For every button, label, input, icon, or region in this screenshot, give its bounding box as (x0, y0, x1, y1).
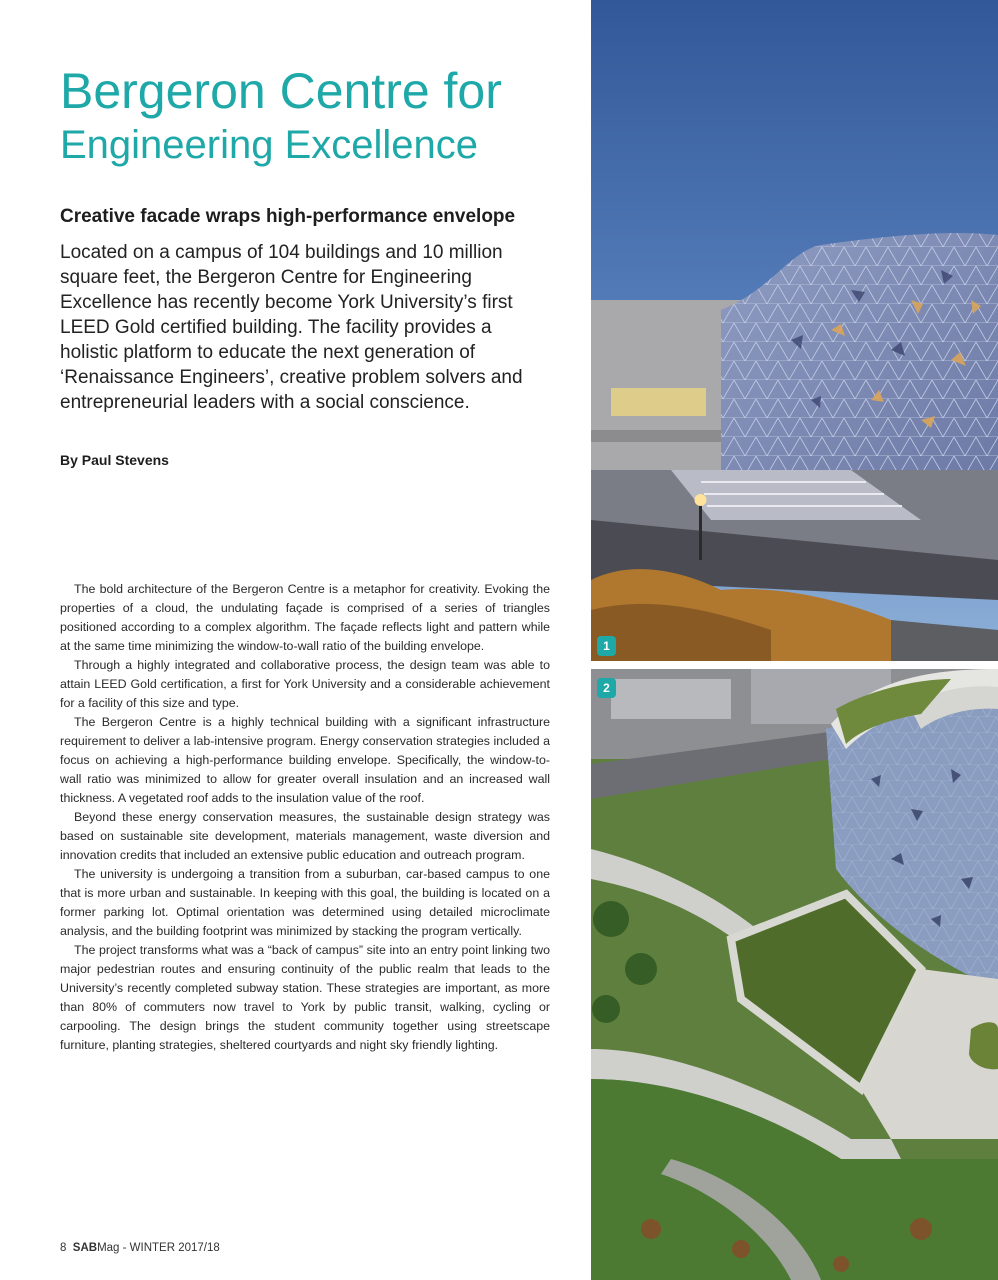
body-paragraph: Beyond these energy conservation measures, the sustainable design strategy was based on sustainable site development, materials management, waste diversion and innovation credits that included an extensive public education and outreach program. (60, 810, 550, 862)
building-dusk-illustration (591, 0, 998, 661)
article-body (60, 580, 550, 1055)
page-footer (60, 1242, 220, 1254)
article-title (60, 62, 580, 170)
body-paragraph: Through a highly integrated and collaborative process, the design team was able to attain LEED Gold certification, a first for York University and a considerable achievement for a facility of this size and type. (60, 658, 550, 710)
building-dusk-photo (591, 0, 998, 661)
body-paragraph: The project transforms what was a “back of campus” site into an entry point linking two major pedestrian routes and ensuring continuity of the public realm that leads to the University’s recently completed subway station. These strategies are important, as more than 80% of commuters now travel to York by public transit, walking, cycling or carpooling. The design brings the student community together using streetscape furniture, planting strategies, sheltered courtyards and night sky friendly lighting. (60, 943, 550, 1052)
photo-number-badge: 2 (597, 678, 616, 698)
article-deck: Located on a campus of 104 buildings and 10 million square feet, the Bergeron Centre for Engineering Excellence has recently become York University’s first LEED Gold certified building. The facility provides a holistic platform to educate the next generation of ‘Renaissance Engineers’, creative problem solvers and entrepreneurial leaders with a social conscience. (60, 242, 523, 413)
page-number: 8 (60, 1242, 67, 1254)
byline: By Paul Stevens (60, 452, 169, 468)
title-line-1: Bergeron Centre for (60, 63, 502, 119)
article-subtitle: Creative facade wraps high-performance envelope (60, 206, 516, 227)
aerial-view-illustration (591, 669, 998, 1280)
body-paragraph: The university is undergoing a transition from a suburban, car-based campus to one that is more urban and sustainable. In keeping with this goal, the building is located on a former parking lot. Optimal orientation was determined using detailed microclimate analysis, and the building footprint was minimized by stacking the program vertically. (60, 867, 550, 938)
body-paragraph: The bold architecture of the Bergeron Centre is a metaphor for creativity. Evoking the properties of a cloud, the undulating façade is comprised of a series of triangles positioned according to a complex algorithm. The façade reflects light and pattern while at the same time minimizing the window-to-wall ratio of the building envelope. (60, 582, 550, 653)
title-line-2: Engineering Excellence (60, 123, 479, 167)
body-paragraph: The Bergeron Centre is a highly technical building with a significant infrastructure requirement to deliver a lab-intensive program. Energy conservation strategies included a focus on achieving a high-performance building envelope. Specifically, the window-to-wall ratio was minimized to allow for greater overall insulation and an increased wall thickness. A vegetated roof adds to the insulation value of the roof. (60, 715, 550, 805)
issue-info: Mag - WINTER 2017/18 (97, 1242, 220, 1254)
aerial-green-roof-photo (591, 669, 998, 1280)
magazine-brand: SAB (72, 1242, 98, 1254)
photo-number-badge: 1 (597, 636, 616, 656)
